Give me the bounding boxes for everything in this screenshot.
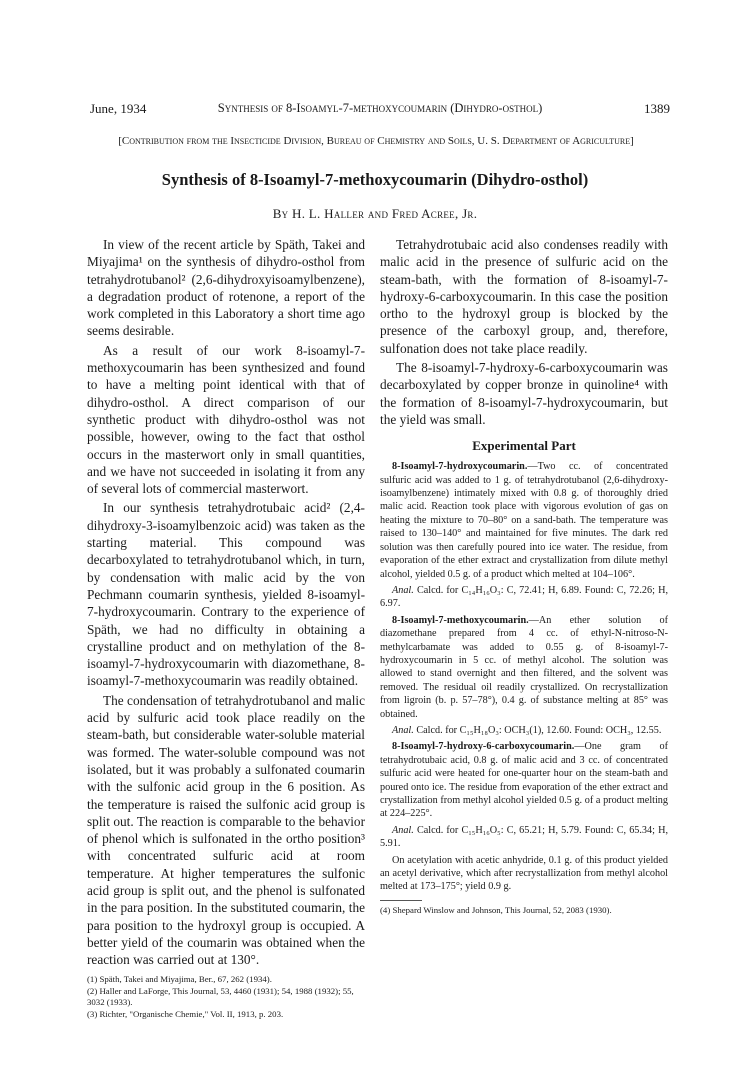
analysis-line bbox=[380, 824, 668, 851]
running-title: Synthesis of 8-Isoamyl-7-methoxycoumarin (Dihydro-osthol) bbox=[217, 101, 543, 115]
procedure-text: —Two cc. of concentrated sulfuric acid was added to 1 g. of tetrahydrotubanol (2,6-dihydroxy-isoamylbenzene) intimately mixed with 0.8 g. of thoroughly dried malic acid. Reaction took place with vigorous evolution of gas on heating the mixture to 70–80° on a sand-bath. The temperature was raised to 130–140° and maintained for five minutes. The dark red solution was then carefully poured into ice water. The residue, from evaporation of the ether extract and crystallization from dilute methyl alcohol, yielded 0.5 g. of a product which melted at 104–106°. bbox=[380, 461, 668, 580]
compound-heading: 8-Isoamyl-7-hydroxycoumarin. bbox=[392, 461, 528, 473]
experimental-paragraph bbox=[380, 740, 668, 820]
left-column bbox=[87, 236, 365, 1020]
compound-heading: 8-Isoamyl-7-methoxycoumarin. bbox=[392, 614, 529, 626]
procedure-text: —One gram of tetrahydrotubaic acid, 0.8 g. of malic acid and 3 cc. of concentrated sulfuric acid were heated for one-quarter hour on the steam-bath and poured onto ice. The residue from evaporation of the ether extract and crystallization from methyl alcohol yielded 0.5 g. of a product melting at 224–225°. bbox=[380, 741, 668, 820]
paragraph: The condensation of tetrahydrotubanol and malic acid by sulfuric acid took place readily on the steam-bath, but considerable water-soluble material was formed. The water-soluble compound was not isolated, but it was probably a sulfonated coumarin with the sulfonic acid group in the 6 position. As the temperature is raised the sulfonic acid group is split out. The reaction is comparable to the behavior of phenol which is sulfonated in the ortho position³ with concentrated sulfuric acid at room temperature. At higher temperatures the sulfonic acid group is split out, and the phenol is sulfonated in the para position. In the substituted coumarin, the para position to the hydroxyl group is occupied. A better yield of the coumarin was obtained when the reaction was carried out at 130°. bbox=[87, 692, 365, 968]
footnote: (1) Späth, Takei and Miyajima, Ber., 67, 262 (1934). bbox=[87, 974, 272, 985]
footnote: (3) Richter, "Organische Chemie," Vol. II, 1913, p. 203. bbox=[87, 1008, 284, 1019]
experimental-paragraph: On acetylation with acetic anhydride, 0.1 g. of this product yielded an acetyl derivative, which after recrystallization from methyl alcohol melted at 173–175°; yield 0.9 g. bbox=[380, 854, 668, 893]
compound-heading: 8-Isoamyl-7-hydroxy-6-carboxycoumarin. bbox=[392, 741, 575, 753]
right-column bbox=[380, 236, 668, 916]
paragraph: The 8-isoamyl-7-hydroxy-6-carboxycoumarin was decarboxylated by copper bronze in quinoline⁴ with the formation of 8-isoamyl-7-hydroxycoumarin, but the yield was small. bbox=[380, 360, 668, 427]
anal-label: Anal. bbox=[392, 724, 414, 736]
paragraph: In our synthesis tetrahydrotubaic acid² (2,4-dihydroxy-3-isoamylbenzoic acid) was taken as the starting material. This compound was decarboxylated to tetrahydrotubanol which, in turn, by condensation with malic acid by the von Pechmann coumarin synthesis, yielded 8-isoamyl-7-hydroxycoumarin. Contrary to the experience of Späth, we had no difficulty in obtaining a crystalline product and on methylation of the 8-isoamyl-7-hydroxycoumarin with diazomethane, 8-isoamyl-7-methoxycoumarin was readily obtained. bbox=[87, 500, 365, 689]
analysis-line bbox=[380, 584, 668, 611]
anal-label: Anal. bbox=[392, 584, 414, 596]
section-heading: Experimental Part bbox=[472, 438, 576, 454]
footnote: (4) Shepard Winslow and Johnson, This Journal, 52, 2083 (1930). bbox=[380, 904, 612, 915]
paragraph: As a result of our work 8-isoamyl-7-methoxycoumarin has been synthesized and found to have a melting point identical with that of dihydro-osthol. A direct comparison of our synthetic product with dihydro-osthol was not possible, however, owing to the fact that osthol occurs in the masterwort only in small quantities, and we have not succeeded in isolating it from any of several lots of commercial masterwort. bbox=[87, 342, 365, 497]
experimental-paragraph bbox=[380, 460, 668, 581]
article-title: Synthesis of 8-Isoamyl-7-methoxycoumarin (Dihydro-osthol) bbox=[161, 170, 589, 189]
anal-label: Anal. bbox=[392, 824, 414, 836]
experimental-paragraph bbox=[380, 614, 668, 721]
running-header bbox=[90, 101, 670, 119]
contribution-note: [Contribution from the Insecticide Division, Bureau of Chemistry and Soils, U. S. Department of Agriculture] bbox=[118, 135, 634, 147]
footnotes bbox=[87, 974, 365, 1020]
analysis-line bbox=[380, 724, 668, 737]
page-number: 1389 bbox=[644, 101, 670, 116]
issue-date: June, 1934 bbox=[90, 101, 147, 116]
procedure-text: —An ether solution of diazomethane prepared from 4 cc. of ethyl-N-nitroso-N-methylcarbamate was added to 0.55 g. of 8-isoamyl-7-hydroxycoumarin in 5 cc. of methyl alcohol. The solution was allowed to stand overnight and then filtered, and the solvent was removed. The residual oil readily crystallized. On recrystallization from ligroin (b. p. 57–78°), 0.4 g. of substance melting at 85° was obtained. bbox=[380, 614, 668, 720]
footnote: (2) Haller and LaForge, This Journal, 53, 4460 (1931); 54, 1988 (1932); 55, 3032 (1933). bbox=[87, 985, 354, 1008]
paragraph: In view of the recent article by Späth, Takei and Miyajima¹ on the synthesis of dihydro-osthol from tetrahydrotubanol² (2,6-dihydroxyisoamylbenzene), a degradation product of rotenone, a report of the work completed in this Laboratory a short time ago seems desirable. bbox=[87, 237, 365, 339]
author-byline: By H. L. Haller and Fred Acree, Jr. bbox=[272, 206, 478, 221]
footnote-rule bbox=[380, 900, 422, 901]
analysis-text: Calcd. for C₁₄H₁₆O₃: C, 72.41; H, 6.89. Found: C, 72.26; H, 6.97. bbox=[380, 584, 668, 610]
analysis-text: Calcd. for C₁₅H₁₈O₃: OCH₃(1), 12.60. Found: OCH₃, 12.55. bbox=[413, 724, 662, 736]
paragraph: Tetrahydrotubaic acid also condenses readily with malic acid in the presence of sulfuric acid on the steam-bath, with the formation of 8-isoamyl-7-hydroxy-6-carboxycoumarin. In this case the position ortho to the hydroxyl group is blocked by the presence of the carboxyl group, and, therefore, sulfonation does not take place readily. bbox=[380, 237, 668, 356]
analysis-text: Calcd. for C₁₅H₁₆O₅: C, 65.21; H, 5.79. Found: C, 65.34; H, 5.91. bbox=[380, 824, 668, 850]
